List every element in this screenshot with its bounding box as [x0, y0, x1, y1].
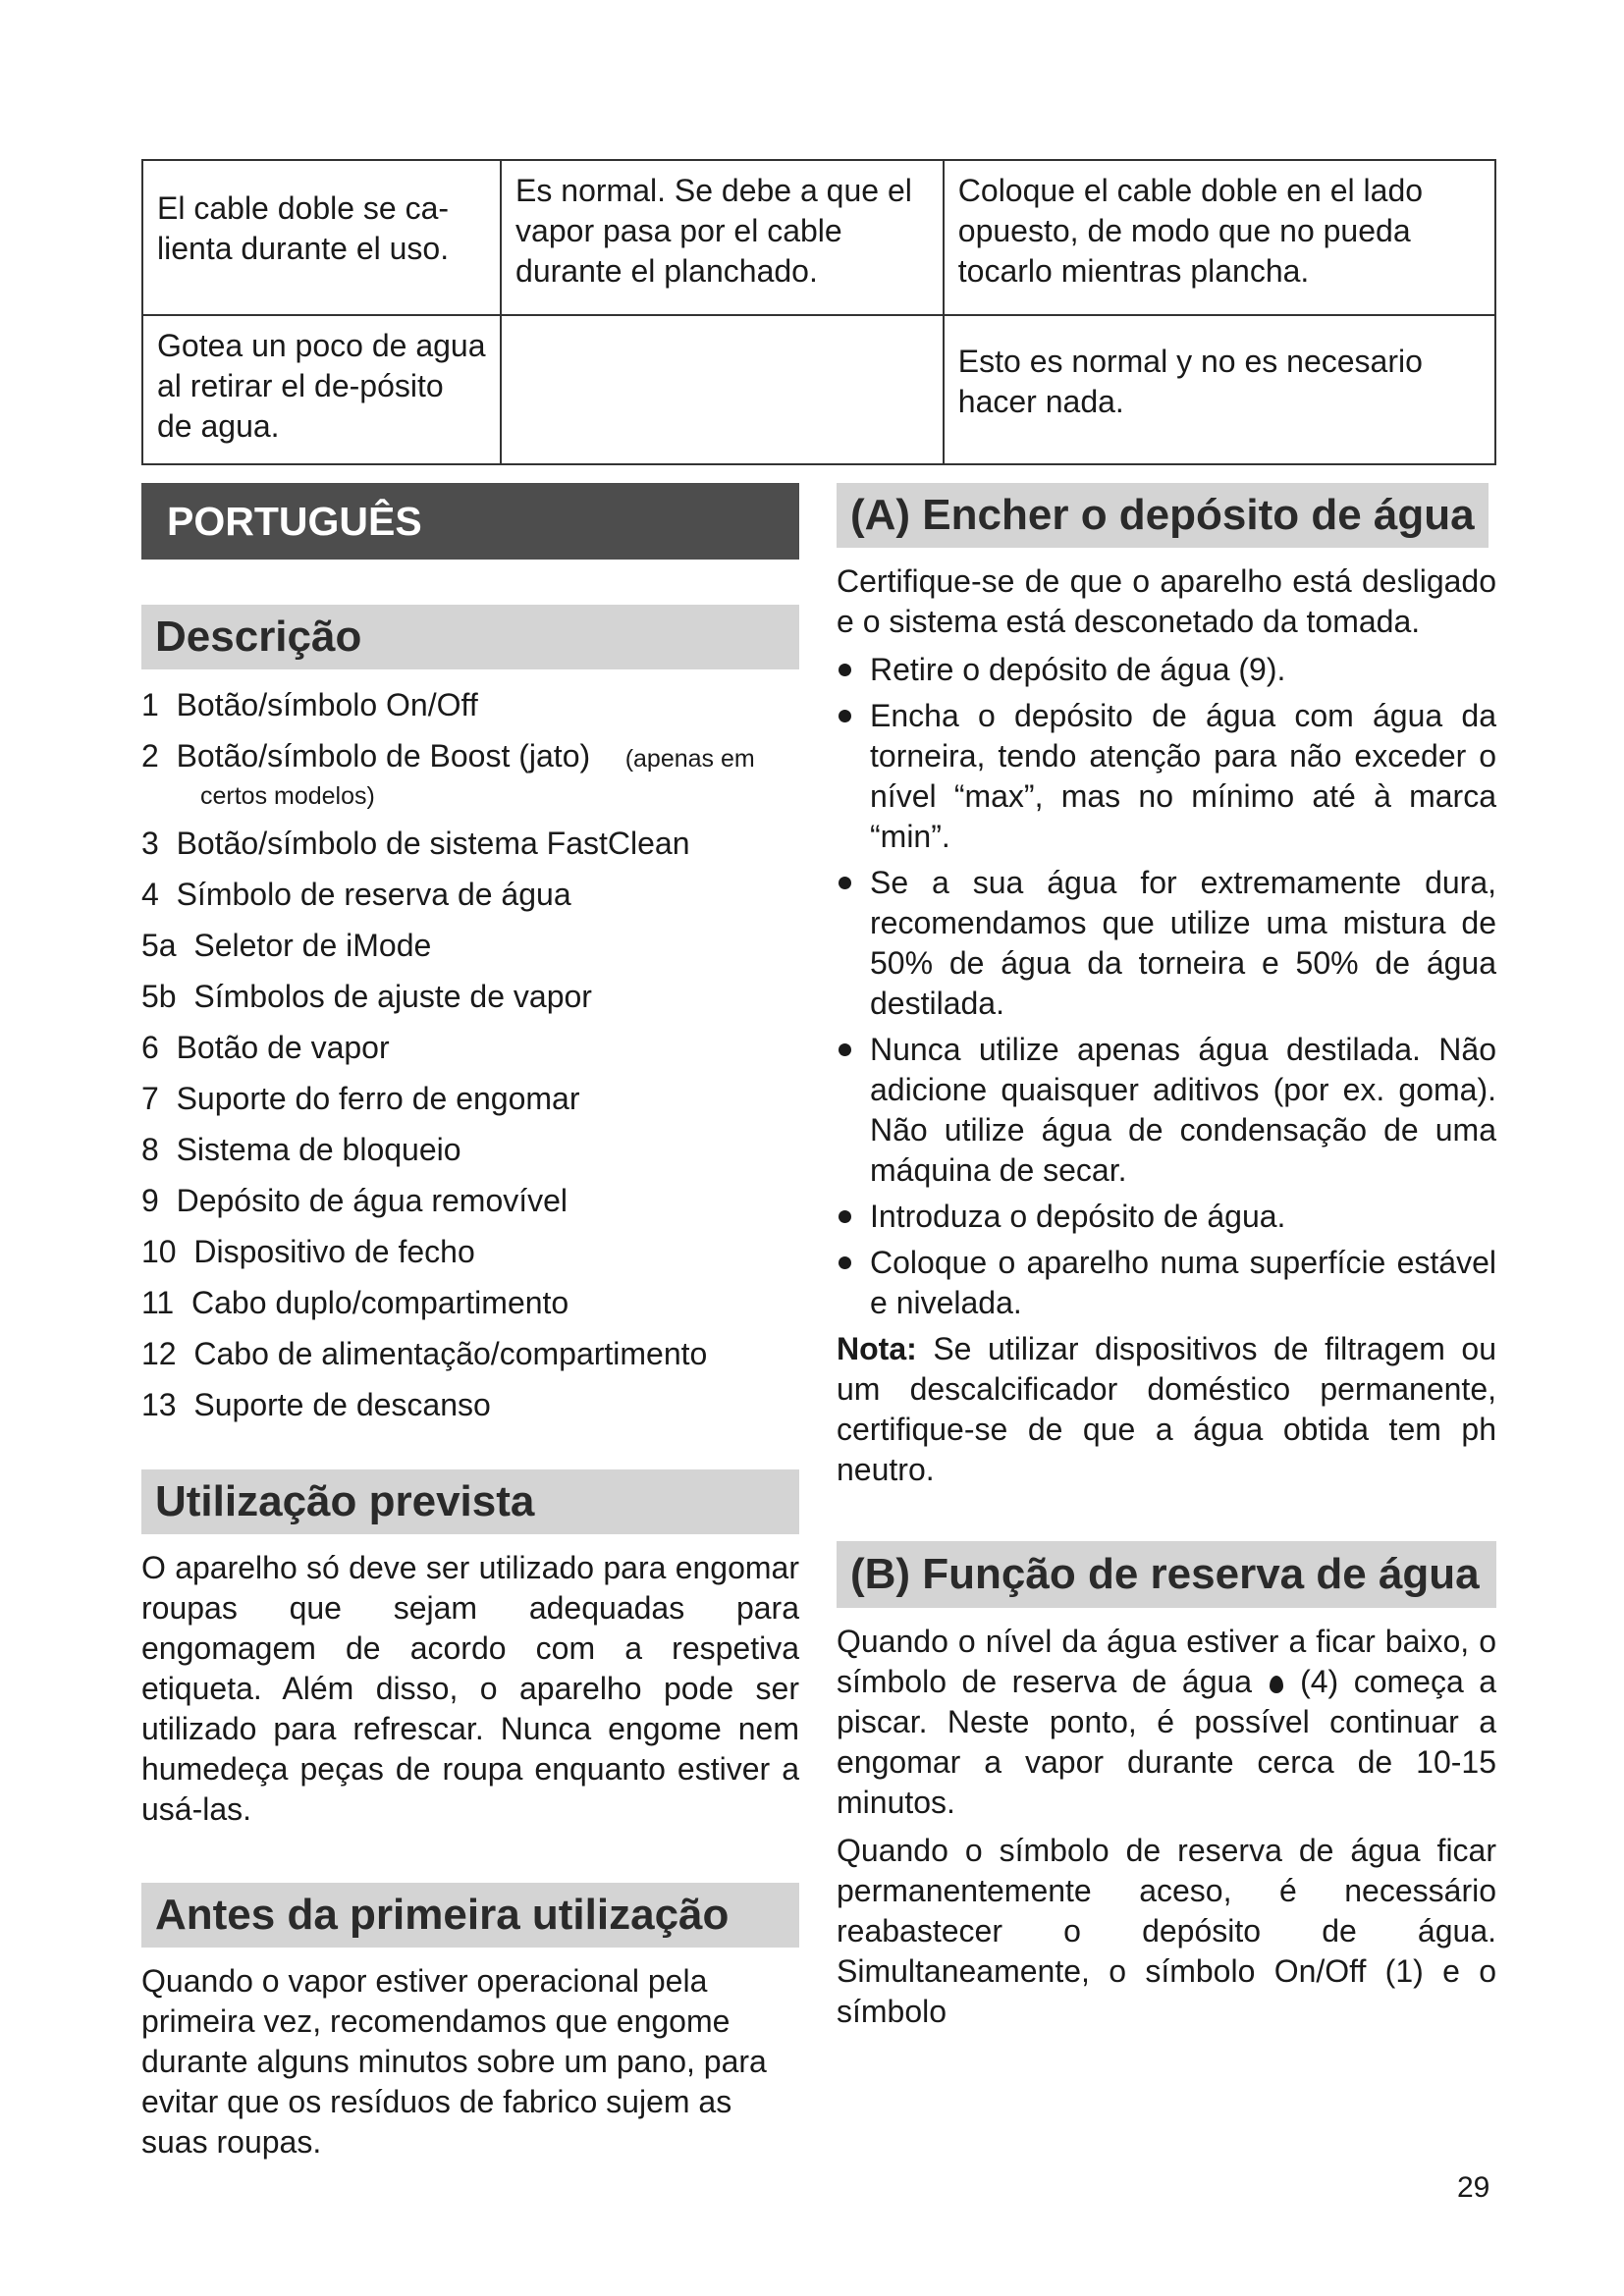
bullet-icon	[839, 1043, 851, 1056]
list-item: 8 Sistema de bloqueio	[141, 1132, 461, 1167]
model-note-continued: certos modelos)	[200, 782, 375, 810]
bullet-icon	[839, 1256, 851, 1269]
list-item: Encha o depósito de água com água da torneira, tendo atenção para não exceder o nível “max”, mas no mínimo até à marca “min”.	[837, 696, 1496, 857]
list-item: Nunca utilize apenas água destilada. Não adicione quaisquer aditivos (por ex. goma). Não utilize água de condensação de uma máquina de secar.	[837, 1030, 1496, 1191]
problem-cell: Gotea un poco de agua al retirar el de-pósito de agua.	[142, 315, 501, 464]
model-note: (apenas em	[624, 745, 755, 773]
section-heading-antes: Antes da primeira utilização	[141, 1883, 799, 1948]
cause-cell	[501, 315, 944, 464]
list-item: 12 Cabo de alimentação/compartimento	[141, 1336, 708, 1371]
list-item: Coloque o aparelho numa superfície estável e nivelada.	[837, 1243, 1496, 1323]
antes-text: Quando o vapor estiver operacional pela primeira vez, recomendamos que engome durante alguns minutos sobre um pano, para evitar que os resíduos de fabrico sujem as suas roupas.	[141, 1963, 767, 2160]
bullet-icon	[839, 1210, 851, 1223]
table-row	[142, 160, 1495, 315]
list-item: Introduza o depósito de água.	[837, 1197, 1496, 1237]
right-column	[837, 483, 1496, 2032]
list-item: 10 Dispositivo de fecho	[141, 1234, 475, 1269]
parts-list	[141, 679, 799, 1430]
list-item: 5b Símbolos de ajuste de vapor	[141, 979, 592, 1014]
list-item: 5a Seletor de iMode	[141, 928, 432, 963]
reserva-text-1: Quando o nível da água estiver a ficar baixo, o símbolo de reserva de água (4) começa a piscar. Neste ponto, é possível continuar a engomar a vapor durante cerca de 10-15 minutos.	[837, 1624, 1497, 1820]
troubleshooting-table	[141, 159, 1496, 465]
section-heading-encher: (A) Encher o depósito de água	[837, 483, 1489, 548]
list-item: 7 Suporte do ferro de engomar	[141, 1081, 580, 1116]
encher-note: Nota: Se utilizar dispositivos de filtragem ou um descalcificador doméstico permanente, certifique-se de que a água obtida tem ph neutro.	[837, 1331, 1496, 1487]
page-number: 29	[1457, 2171, 1490, 2204]
bullet-icon	[839, 664, 851, 676]
bullet-icon	[839, 710, 851, 722]
list-item: 13 Suporte de descanso	[141, 1387, 491, 1422]
problem-cell: El cable doble se ca-lienta durante el uso.	[142, 160, 501, 315]
list-item: 6 Botão de vapor	[141, 1030, 390, 1065]
list-item: 1 Botão/símbolo On/Off	[141, 687, 478, 722]
cause-cell: Es normal. Se debe a que el vapor pasa por el cable durante el planchado.	[501, 160, 944, 315]
list-item: 9 Depósito de água removível	[141, 1183, 568, 1218]
water-drop-icon	[1270, 1676, 1283, 1693]
list-item: Se a sua água for extremamente dura, recomendamos que utilize uma mistura de 50% de água da torneira e 50% de água destilada.	[837, 863, 1496, 1024]
section-heading-descricao: Descrição	[141, 605, 799, 669]
list-item: 11 Cabo duplo/compartimento	[141, 1285, 569, 1320]
section-heading-utilizacao: Utilização prevista	[141, 1469, 799, 1534]
left-column	[141, 483, 799, 2163]
solution-cell: Coloque el cable doble en el lado opuesto, de modo que no pueda tocarlo mientras plancha.	[944, 160, 1495, 315]
list-item: 3 Botão/símbolo de sistema FastClean	[141, 826, 690, 861]
list-item: Retire o depósito de água (9).	[837, 650, 1496, 690]
solution-cell: Esto es normal y no es necesario hacer nada.	[944, 315, 1495, 464]
table-row	[142, 315, 1495, 464]
list-item: 2 Botão/símbolo de Boost (jato) (apenas em	[141, 738, 755, 774]
encher-bullets	[837, 650, 1496, 1323]
list-item: 4 Símbolo de reserva de água	[141, 877, 571, 912]
bullet-icon	[839, 877, 851, 889]
note-label: Nota:	[837, 1331, 917, 1366]
encher-intro: Certifique-se de que o aparelho está desligado e o sistema está desconetado da tomada.	[837, 563, 1496, 639]
reserva-text-2: Quando o símbolo de reserva de água ficar permanentemente aceso, é necessário reabastecer o depósito de água. Simultaneamente, o símbolo On/Off (1) e o símbolo	[837, 1833, 1496, 2029]
section-heading-reserva: (B) Função de reserva de água	[837, 1541, 1496, 1608]
utilizacao-text: O aparelho só deve ser utilizado para engomar roupas que sejam adequadas para engomagem de acordo com a respetiva etiqueta. Além disso, o aparelho pode ser utilizado para refrescar. Nunca engome nem humedeça peças de roupa enquanto estiver a usá-las.	[141, 1550, 799, 1827]
language-banner: PORTUGUÊS	[141, 483, 799, 560]
